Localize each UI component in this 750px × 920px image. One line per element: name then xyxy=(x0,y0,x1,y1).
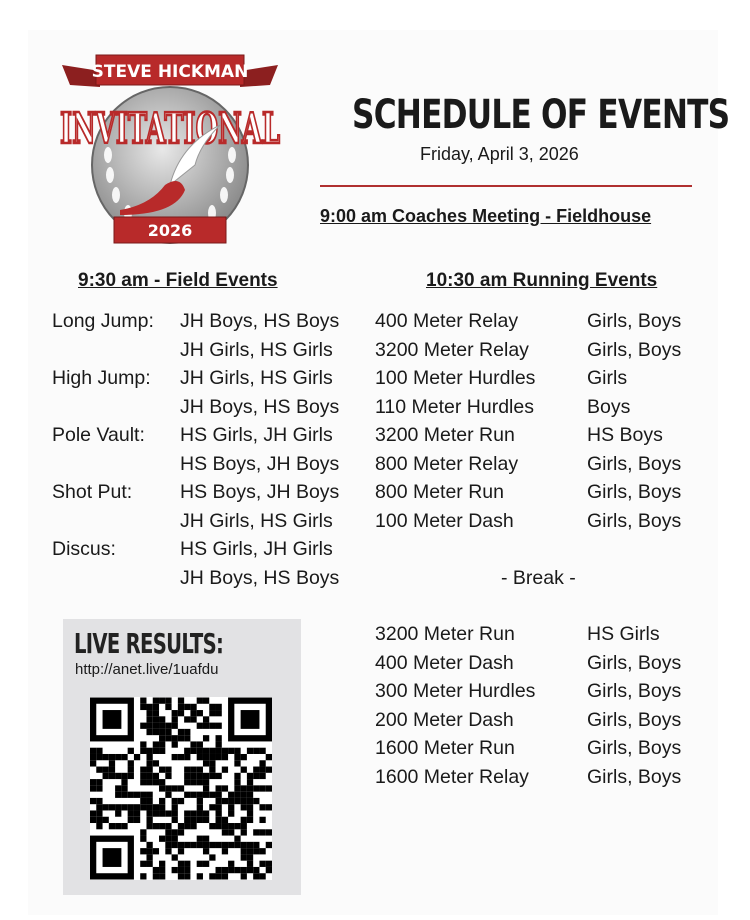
schedule-row xyxy=(52,336,333,365)
event-name: Pole Vault: xyxy=(52,424,145,446)
live-results-url[interactable]: http://anet.live/1uafdu xyxy=(75,661,219,678)
page-title: SCHEDULE OF EVENTS xyxy=(352,92,730,138)
running-events-heading: 10:30 am Running Events xyxy=(426,270,658,291)
event-groups: HS Girls xyxy=(587,623,660,645)
live-results-box xyxy=(63,619,301,895)
event-groups: Girls, Boys xyxy=(587,310,682,332)
event-groups: JH Boys, HS Boys xyxy=(180,395,340,418)
schedule-row xyxy=(375,307,682,336)
event-groups: HS Boys, JH Boys xyxy=(180,452,340,475)
event-name: 200 Meter Dash xyxy=(375,708,514,731)
schedule-row xyxy=(375,478,682,507)
event-name: 3200 Meter Run xyxy=(375,424,515,446)
schedule-row xyxy=(52,507,333,536)
schedule-row xyxy=(375,620,660,649)
schedule-row xyxy=(375,393,631,422)
field-events-heading: 9:30 am - Field Events xyxy=(78,270,278,291)
svg-text:STEVE HICKMAN: STEVE HICKMAN xyxy=(91,62,249,82)
event-groups: JH Girls, HS Girls xyxy=(180,338,333,361)
schedule-row xyxy=(52,364,333,393)
running-events-list-after-break xyxy=(375,620,682,791)
event-name: 400 Meter Relay xyxy=(375,310,519,332)
schedule-row xyxy=(375,421,663,450)
event-name: 100 Meter Hurdles xyxy=(375,367,536,389)
event-groups: Girls, Boys xyxy=(587,452,682,475)
event-groups: JH Girls, HS Girls xyxy=(180,509,333,532)
event-name: 1600 Meter Relay xyxy=(375,765,529,788)
event-name: 3200 Meter Relay xyxy=(375,338,529,361)
event-groups: Girls, Boys xyxy=(587,765,682,788)
schedule-row xyxy=(375,734,682,763)
schedule-row xyxy=(375,336,682,365)
event-name: 800 Meter Relay xyxy=(375,452,519,475)
schedule-row xyxy=(52,478,340,507)
event-name: 3200 Meter Run xyxy=(375,623,515,645)
event-name: 1600 Meter Run xyxy=(375,737,515,759)
event-groups: Girls xyxy=(587,367,628,389)
event-groups: Girls, Boys xyxy=(587,708,682,731)
event-name: 400 Meter Dash xyxy=(375,651,514,674)
event-groups: Girls, Boys xyxy=(587,481,682,503)
schedule-row xyxy=(52,307,340,336)
schedule-row xyxy=(52,393,340,422)
schedule-row xyxy=(375,450,682,479)
qr-code[interactable] xyxy=(90,697,272,880)
live-results-heading: LIVE RESULTS: xyxy=(74,627,224,660)
schedule-row xyxy=(52,421,333,450)
event-groups: Girls, Boys xyxy=(587,680,682,702)
event-name: 100 Meter Dash xyxy=(375,509,514,532)
event-name: 110 Meter Hurdles xyxy=(375,395,534,418)
event-groups: Girls, Boys xyxy=(587,737,682,759)
schedule-row xyxy=(375,763,682,792)
event-name: Discus: xyxy=(52,538,116,560)
event-name: 800 Meter Run xyxy=(375,481,504,503)
event-groups: JH Boys, HS Boys xyxy=(180,310,340,332)
svg-text:2026: 2026 xyxy=(147,221,193,240)
break-label: - Break - xyxy=(501,567,576,589)
event-name: Shot Put: xyxy=(52,481,133,503)
running-events-list xyxy=(375,307,682,535)
event-groups: HS Girls, JH Girls xyxy=(180,538,333,560)
event-groups: Girls, Boys xyxy=(587,338,682,361)
invitational-logo xyxy=(50,45,290,255)
event-groups: HS Girls, JH Girls xyxy=(180,424,333,446)
event-groups: JH Boys, HS Boys xyxy=(180,566,340,589)
event-groups: JH Girls, HS Girls xyxy=(180,367,333,389)
event-groups: Girls, Boys xyxy=(587,651,682,674)
event-groups: Boys xyxy=(587,395,631,418)
event-groups: Girls, Boys xyxy=(587,509,682,532)
event-name: High Jump: xyxy=(52,367,151,389)
schedule-row xyxy=(52,564,340,593)
schedule-row xyxy=(52,450,340,479)
schedule-row xyxy=(52,535,333,564)
schedule-row xyxy=(375,649,682,678)
schedule-row xyxy=(375,706,682,735)
divider xyxy=(320,185,692,187)
event-groups: HS Boys, JH Boys xyxy=(180,481,340,503)
coaches-meeting: 9:00 am Coaches Meeting - Fieldhouse xyxy=(320,206,652,226)
event-name: Long Jump: xyxy=(52,310,154,332)
schedule-row xyxy=(375,507,682,536)
svg-text:INVITATIONAL: INVITATIONAL xyxy=(60,104,280,153)
field-events-list xyxy=(52,307,340,592)
schedule-row xyxy=(375,364,628,393)
event-name: 300 Meter Hurdles xyxy=(375,680,536,702)
event-groups: HS Boys xyxy=(587,424,663,446)
event-date: Friday, April 3, 2026 xyxy=(420,144,579,164)
schedule-row xyxy=(375,677,682,706)
